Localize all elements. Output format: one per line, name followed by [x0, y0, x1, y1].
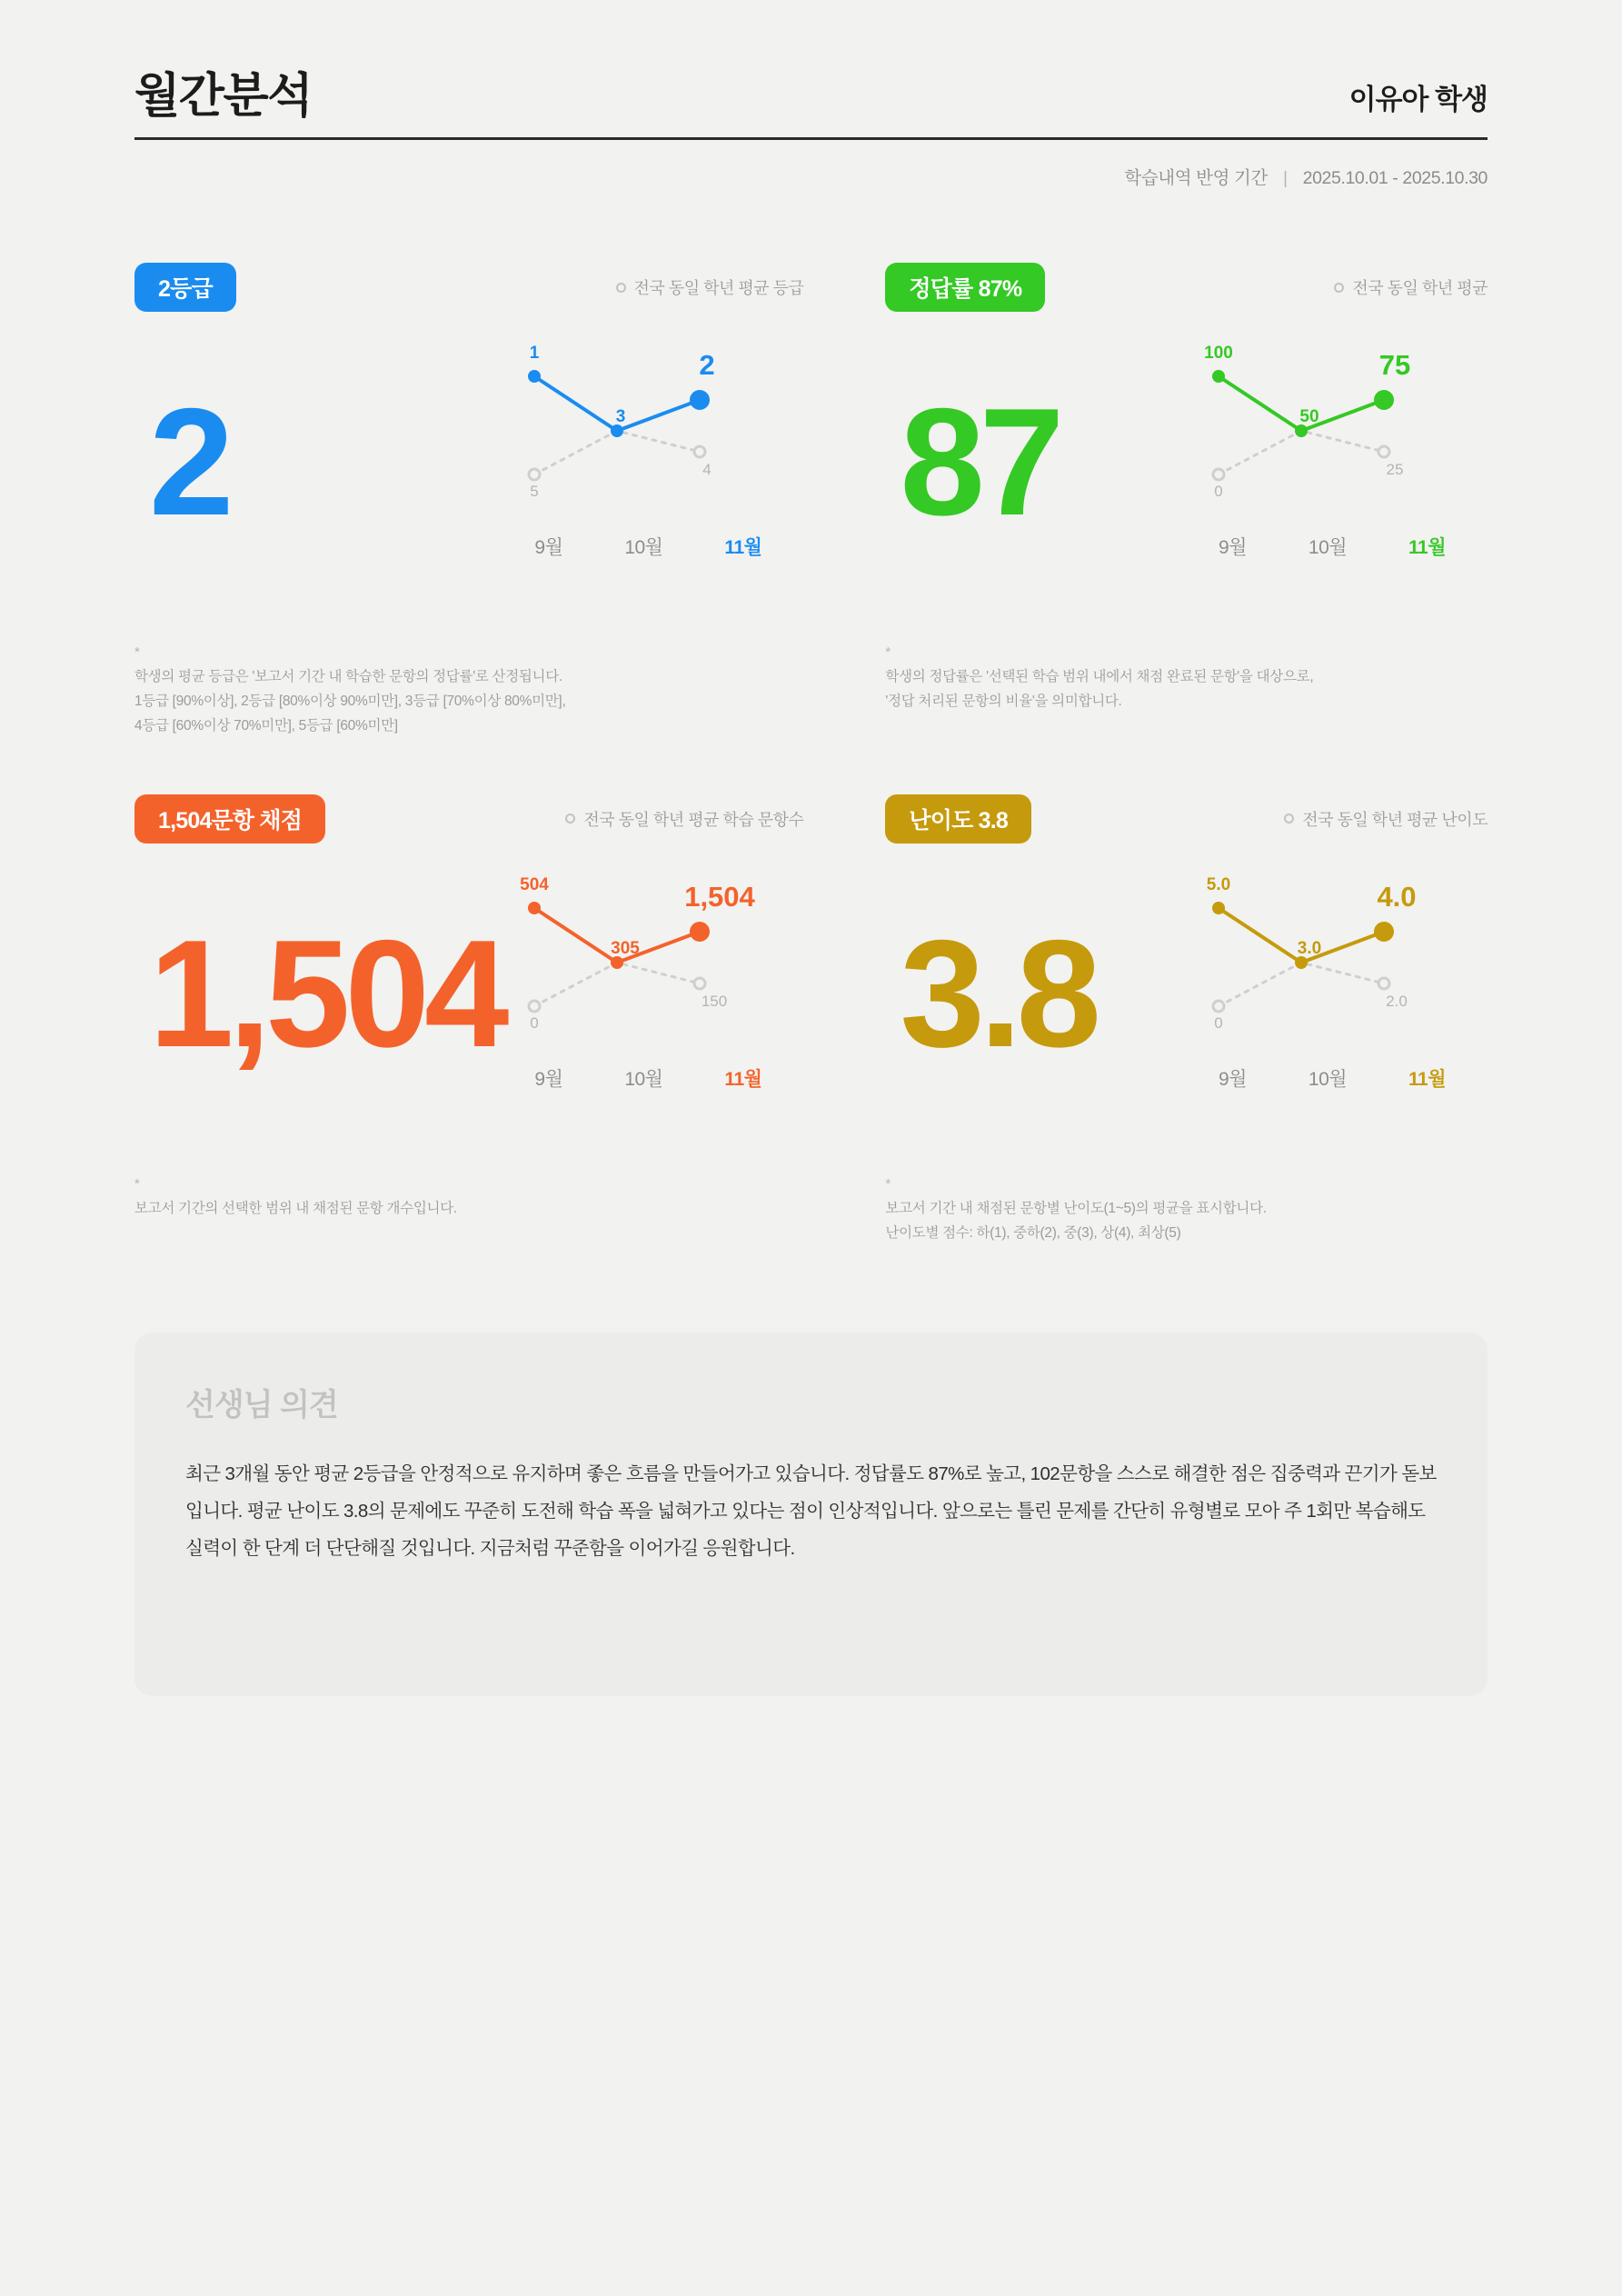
card-grade-compare-label	[616, 275, 804, 299]
note-line-0: 보고서 기간의 선택한 범위 내 채점된 문항 개수입니다.	[134, 1200, 457, 1216]
compare-label-text: 전국 동일 학년 평균 학습 문항수	[583, 810, 804, 829]
report-header	[134, 0, 1488, 140]
card-grade-months	[534, 533, 761, 560]
student-label-0: 100	[1204, 344, 1233, 364]
month-1: 10월	[1308, 537, 1348, 559]
card-difficulty-body	[885, 854, 1488, 1153]
avg-label-0: 0	[530, 1013, 540, 1032]
student-label-2: 75	[1378, 349, 1411, 382]
month-2: 11월	[724, 537, 762, 559]
period-line	[134, 164, 1488, 189]
card-grade-body	[134, 322, 803, 622]
note-line-1: 1등급 [90%이상], 2등급 [80%이상 90%미만], 3등급 [70%이상 80%미만],	[134, 694, 566, 710]
avg-label-2: 4	[702, 461, 712, 479]
period-label: 학습내역 반영 기간	[1124, 168, 1268, 189]
card-accuracy	[885, 262, 1488, 738]
month-0: 9월	[1219, 1068, 1247, 1090]
student-name: 이유아 학생	[1348, 84, 1488, 116]
month-2: 11월	[1408, 1068, 1446, 1090]
compare-dot-icon	[565, 814, 575, 824]
card-accuracy-compare-label	[1334, 275, 1488, 299]
card-difficulty-compare-label	[1284, 807, 1488, 831]
card-grade-badge: 2등급	[134, 263, 236, 312]
note-line-0: 보고서 기간 내 채점된 문항별 난이도(1~5)의 평균을 표시합니다.	[885, 1200, 1267, 1216]
card-questions-badge: 1,504문항 채점	[134, 794, 325, 844]
avg-label-0: 0	[1214, 483, 1223, 501]
student-label-0: 504	[520, 874, 550, 894]
student-label-1: 3	[616, 407, 626, 427]
teacher-comment-box	[134, 1333, 1488, 1696]
note-star: *	[134, 1175, 140, 1192]
card-grade-header	[134, 262, 803, 313]
card-accuracy-body	[885, 322, 1488, 622]
card-difficulty-header	[885, 794, 1488, 844]
card-questions-compare-label	[565, 807, 803, 831]
card-accuracy-chart	[1188, 322, 1488, 560]
card-difficulty-value: 3.8	[900, 907, 1096, 1079]
month-2: 11월	[724, 1068, 762, 1090]
period-value: 2025.10.01 - 2025.10.30	[1302, 168, 1488, 189]
card-accuracy-note	[885, 645, 1488, 714]
card-grade-chart	[503, 322, 803, 560]
avg-label-2: 2.0	[1386, 992, 1408, 1010]
month-1: 10월	[1308, 1068, 1348, 1090]
avg-label-0: 0	[1214, 1013, 1223, 1032]
card-questions	[134, 794, 803, 1245]
avg-label-2: 150	[702, 992, 728, 1010]
compare-label-text: 전국 동일 학년 평균	[1352, 279, 1488, 298]
difficulty-trend-chart	[1188, 854, 1488, 1063]
note-line-1: '정답 처리된 문항의 비율'을 의미합니다.	[885, 694, 1122, 710]
student-label-1: 50	[1299, 407, 1319, 427]
student-label-2: 2	[699, 349, 716, 382]
student-label-2: 4.0	[1377, 880, 1417, 913]
questions-trend-chart	[503, 854, 803, 1063]
month-0: 9월	[1219, 537, 1247, 559]
note-line-0: 학생의 정답률은 '선택된 학습 범위 내에서 채점 완료된 문항'을 대상으로,	[885, 669, 1314, 685]
card-difficulty-badge: 난이도 3.8	[885, 794, 1031, 844]
student-label-0: 5.0	[1206, 874, 1231, 894]
teacher-comment-text: 최근 3개월 동안 평균 2등급을 안정적으로 유지하며 좋은 흐름을 만들어가고 있습니다. 정답률도 87%로 높고, 102문항을 스스로 해결한 점은 집중력과 끈기가 돋보입니다. 평균 난이도 3.8의 문제에도 꾸준히 도전해 학습 폭을 넓혀가고 있다는 점이 인상적입니다. 앞으로는 틀린 문제를 간단히 유형별로 모아 주 1회만 복습해도 실력이 한 단계 더 단단해질 것입니다. 지금처럼 꾸준함을 이어가길 응원합니다.	[185, 1462, 1437, 1559]
student-label-2: 1,504	[684, 880, 756, 913]
period-divider: |	[1282, 168, 1288, 189]
note-star: *	[885, 644, 891, 661]
card-accuracy-months	[1219, 533, 1446, 560]
card-accuracy-header	[885, 262, 1488, 313]
grade-trend-chart	[503, 322, 803, 531]
card-accuracy-badge: 정답률 87%	[885, 263, 1045, 312]
page-title: 월간분석	[134, 70, 312, 123]
student-label-1: 305	[611, 938, 641, 958]
compare-dot-icon	[1334, 283, 1344, 293]
card-questions-body	[134, 854, 803, 1153]
card-difficulty-note	[885, 1177, 1488, 1245]
card-difficulty-chart	[1188, 854, 1488, 1092]
avg-label-0: 5	[530, 483, 540, 501]
month-1: 10월	[624, 1068, 663, 1090]
card-grade-note	[134, 645, 803, 738]
note-line-2: 4등급 [60%이상 70%미만], 5등급 [60%미만]	[134, 718, 398, 734]
card-difficulty-months	[1219, 1064, 1446, 1092]
avg-label-2: 25	[1386, 461, 1404, 479]
compare-label-text: 전국 동일 학년 평균 등급	[633, 279, 804, 298]
card-accuracy-value: 87	[900, 376, 1060, 548]
compare-label-text: 전국 동일 학년 평균 난이도	[1302, 810, 1488, 829]
card-questions-months	[534, 1064, 761, 1092]
note-star: *	[134, 644, 140, 661]
student-label-1: 3.0	[1297, 938, 1322, 958]
month-0: 9월	[534, 537, 563, 559]
card-questions-value: 1,504	[149, 907, 504, 1079]
teacher-comment-title: 선생님 의견	[185, 1387, 338, 1423]
card-questions-note	[134, 1177, 803, 1221]
note-star: *	[885, 1175, 891, 1192]
card-difficulty	[885, 794, 1488, 1245]
card-grade-value: 2	[149, 376, 229, 548]
note-line-1: 난이도별 점수: 하(1), 중하(2), 중(3), 상(4), 최상(5)	[885, 1224, 1181, 1241]
month-2: 11월	[1408, 537, 1446, 559]
month-1: 10월	[624, 537, 663, 559]
student-label-0: 1	[530, 344, 540, 364]
month-0: 9월	[534, 1068, 563, 1090]
accuracy-trend-chart	[1188, 322, 1488, 531]
compare-dot-icon	[1284, 814, 1294, 824]
card-grade	[134, 262, 803, 738]
card-questions-chart	[503, 854, 803, 1092]
note-line-0: 학생의 평균 등급은 '보고서 기간 내 학습한 문항의 정답률'로 산정됩니다.	[134, 669, 562, 685]
compare-dot-icon	[616, 283, 626, 293]
metric-card-grid	[134, 262, 1488, 1245]
card-questions-header	[134, 794, 803, 844]
